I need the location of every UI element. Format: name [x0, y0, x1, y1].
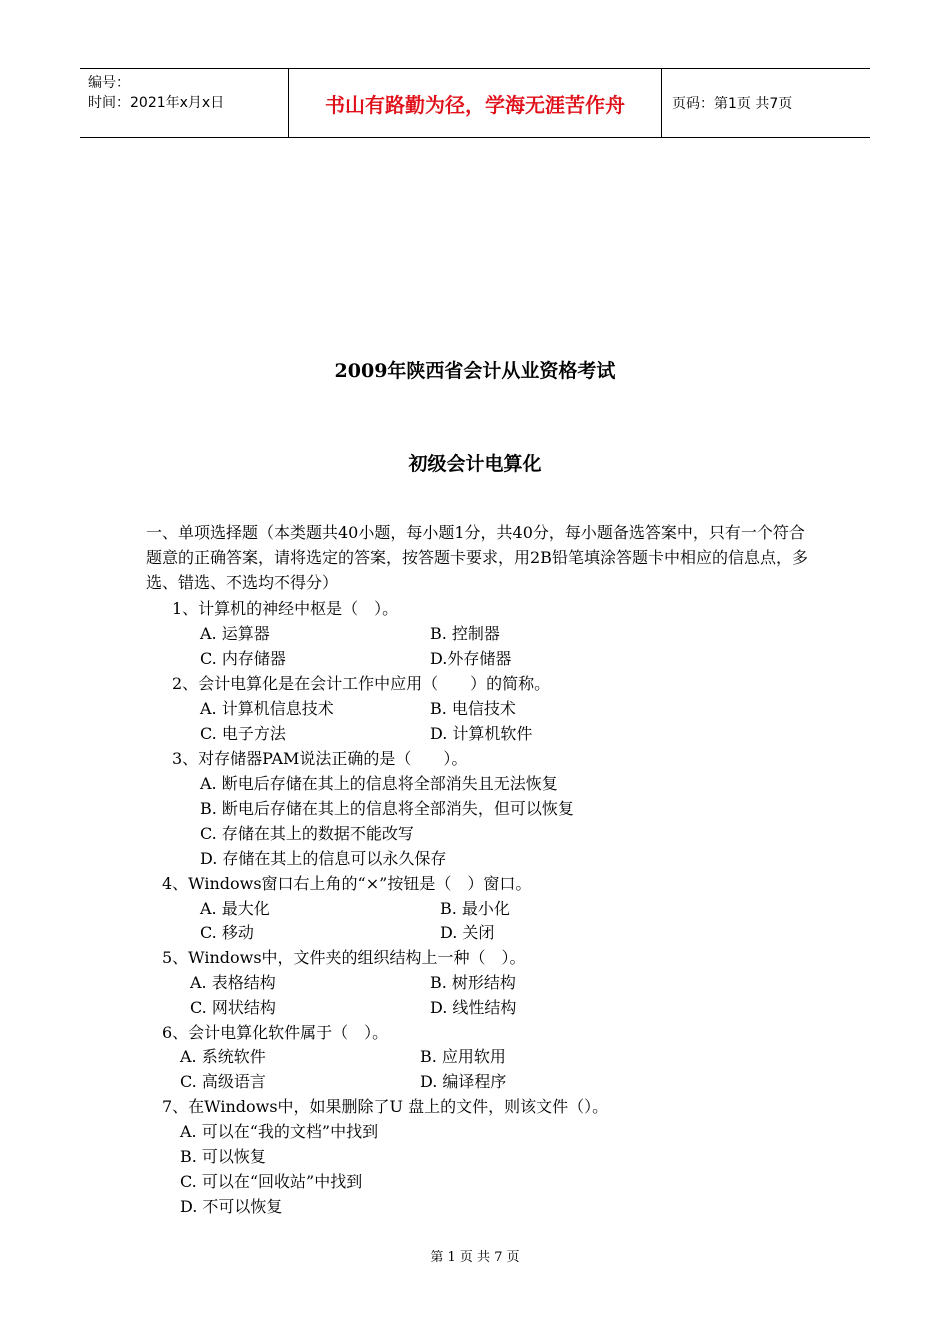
question-option: C. 电子方法 [200, 724, 286, 743]
question-option: D. 关闭 [440, 923, 495, 942]
question-option: A. 最大化 [200, 899, 270, 918]
question-option: B. 电信技术 [430, 699, 516, 718]
question-stem: 5、Windows中，文件夹的组织结构上一种（ ）。 [162, 948, 526, 967]
question-option: C. 移动 [200, 923, 254, 942]
question-option: B. 应用软用 [420, 1047, 506, 1066]
question-stem: 4、Windows窗口右上角的“×”按钮是（ ）窗口。 [162, 874, 532, 893]
question-option: A. 可以在“我的文档”中找到 [180, 1122, 379, 1141]
question-option: A. 运算器 [200, 624, 270, 643]
header-motto: 书山有路勤为径，学海无涯苦作舟 [289, 69, 662, 137]
document-subtitle: 初级会计电算化 [408, 453, 542, 475]
question-option: B. 控制器 [430, 624, 500, 643]
question-stem: 6、会计电算化软件属于（ ）。 [162, 1023, 389, 1042]
question-stem: 2、会计电算化是在会计工作中应用（ ）的简称。 [172, 674, 551, 693]
question-option: C. 高级语言 [180, 1072, 266, 1091]
page-footer: 第 1 页 共 7 页 [430, 1250, 520, 1265]
page-header [80, 68, 870, 138]
question-option: C. 网状结构 [190, 998, 276, 1017]
question-option: B. 可以恢复 [180, 1147, 266, 1166]
question-stem: 7、在Windows中，如果删除了U 盘上的文件，则该文件（）。 [162, 1097, 609, 1116]
header-meta [80, 69, 289, 137]
question-option: D. 存储在其上的信息可以永久保存 [200, 849, 447, 868]
question-option: A. 系统软件 [180, 1047, 266, 1066]
number-label: 编号： [88, 75, 130, 91]
question-option: C. 可以在“回收站”中找到 [180, 1172, 363, 1191]
section-intro: 一、单项选择题（本类题共40小题，每小题1分，共40分，每小题备选答案中，只有一个符合题意的正确答案，请将选定的答案，按答题卡要求，用2B铅笔填涂答题卡中相应的信息点，多选、错选、不选均不得分） [146, 523, 808, 592]
question-option: D. 编译程序 [420, 1072, 507, 1091]
time-label: 时间：2021年x月x日 [88, 95, 225, 111]
question-option: C. 内存储器 [200, 649, 286, 668]
question-option: A. 断电后存储在其上的信息将全部消失且无法恢复 [200, 774, 558, 793]
question-option: D. 计算机软件 [430, 724, 533, 743]
question-option: D. 线性结构 [430, 998, 517, 1017]
question-option: B. 最小化 [440, 899, 510, 918]
question-option: C. 存储在其上的数据不能改写 [200, 824, 414, 843]
question-stem: 3、对存储器PAM说法正确的是（ ）。 [172, 749, 468, 768]
question-option: B. 树形结构 [430, 973, 516, 992]
question-option: A. 表格结构 [190, 973, 276, 992]
question-option: D. 不可以恢复 [180, 1197, 283, 1216]
question-option: B. 断电后存储在其上的信息将全部消失，但可以恢复 [200, 799, 574, 818]
question-stem: 1、计算机的神经中枢是（ ）。 [172, 599, 399, 618]
document-title: 2009年陕西省会计从业资格考试 [334, 360, 616, 382]
header-page-info: 页码：第1页 共7页 [672, 96, 793, 112]
question-option: D.外存储器 [430, 649, 512, 668]
question-option: A. 计算机信息技术 [200, 699, 334, 718]
